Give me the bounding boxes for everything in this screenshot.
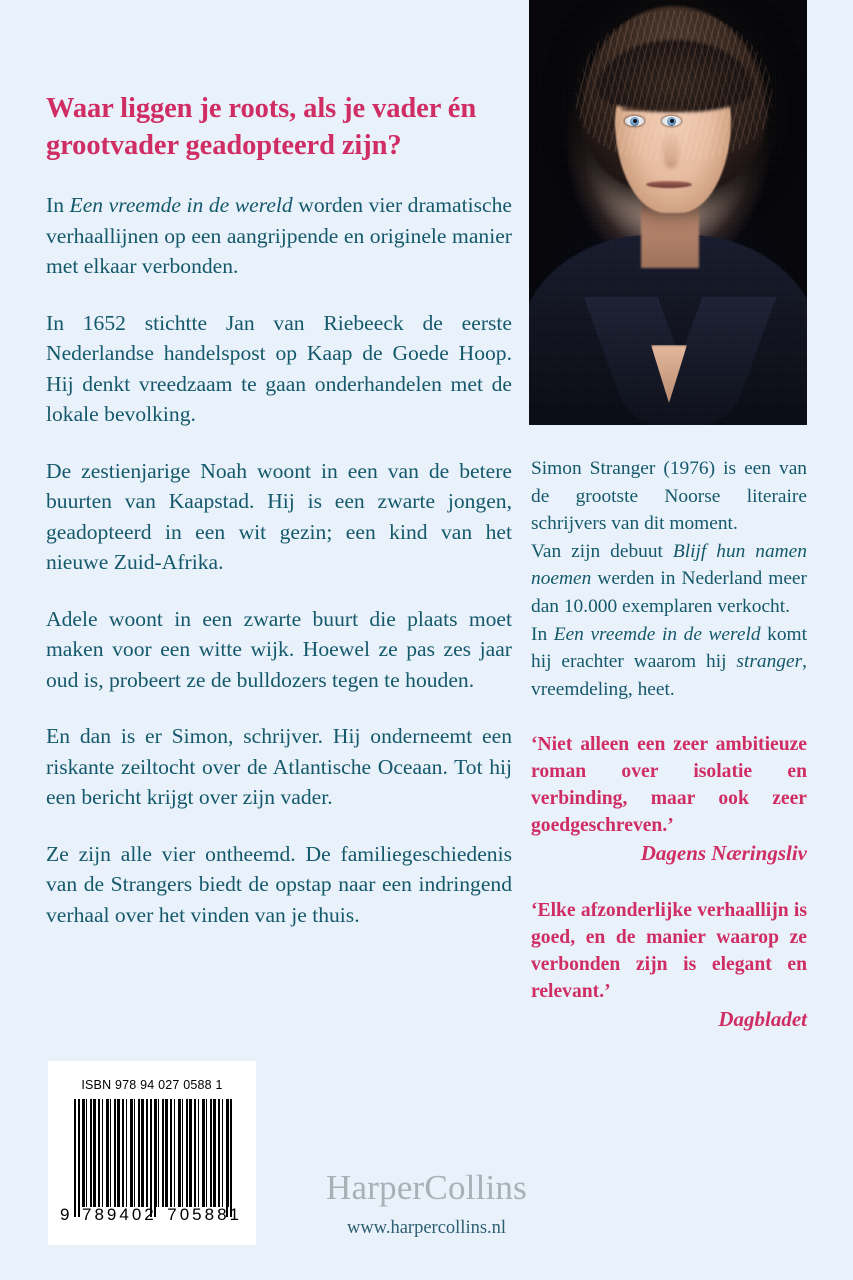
book-title-italic-2: Een vreemde in de wereld	[553, 623, 761, 645]
portrait-nose	[663, 128, 679, 168]
review-quote-2-text: ‘Elke afzonderlijke verhaallijn is goed, en de manier waarop ze verbonden zijn is elegant en relevant.’	[531, 900, 807, 1003]
author-bio-line3-rest: , vreemdeling, heet.	[531, 651, 807, 700]
barcode-digit-lead: 9	[60, 1205, 70, 1224]
portrait-pupil-left	[633, 119, 637, 123]
publisher-logo: HarperCollins	[326, 1168, 527, 1207]
headline: Waar liggen je roots, als je vader én grootvader geadopteerd zijn?	[46, 93, 477, 161]
blurb-paragraph-2: In 1652 stichtte Jan van Riebeeck de eerste Nederlandse handelspost op Kaap de Goede Hoop. Hij denkt vreedzaam te gaan onderhandelen met de lokale bevolking.	[46, 310, 512, 426]
blurb-paragraph-1	[46, 190, 512, 282]
blurb-column	[46, 90, 512, 956]
blurb-paragraph-4: Adele woont in een zwarte buurt die plaats moet maken voor een witte wijk. Hoewel ze pas zes jaar oud is, probeert ze de bulldozers tegen te houden.	[46, 606, 512, 692]
author-bio-line1: Simon Stranger (1976) is een van de grootste Noorse literaire schrijvers van dit moment.	[531, 458, 807, 535]
barcode-digits-left: 789402	[82, 1205, 157, 1224]
review-quote-1-source: Dagens Næringsliv	[640, 841, 807, 866]
portrait-mouth	[646, 181, 692, 188]
review-quote-2-source: Dagbladet	[718, 1007, 807, 1032]
blurb-paragraph-6: Ze zijn alle vier ontheemd. De familiegeschiedenis van de Strangers biedt de opstap naar een indringend verhaal over het vinden van je thuis.	[46, 841, 512, 927]
blurb-paragraph-5: En dan is er Simon, schrijver. Hij onderneemt een riskante zeiltocht over de Atlantische Oceaan. Tot hij een bericht krijgt over zijn vader.	[46, 724, 512, 809]
author-photo	[529, 0, 807, 425]
review-quote-1-text: ‘Niet alleen een zeer ambitieuze roman over isolatie en verbinding, maar ook zeer goedgeschreven.’	[531, 734, 807, 837]
isbn-label: ISBN 978 94 027 0588 1	[81, 1078, 223, 1092]
author-photo-canvas	[529, 0, 807, 425]
author-bio-line3-mid: komt hij erachter waarom hij	[531, 623, 807, 673]
review-quote-2	[531, 897, 807, 1033]
blurb-p1-lead: In	[46, 193, 70, 217]
stranger-word-italic: stranger	[736, 651, 803, 673]
debut-title-italic: Blijf hun namen noemen	[531, 540, 807, 590]
author-bio-line3-lead: In	[531, 623, 554, 645]
author-bio-line2-rest: werden in Nederland meer dan 10.000 exemplaren verkocht.	[531, 568, 807, 617]
author-bio-line2-lead: Van zijn debuut	[531, 540, 673, 562]
publisher-block	[0, 1168, 853, 1241]
review-quote-1	[531, 731, 807, 867]
barcode-digits-right: 705881	[167, 1205, 242, 1224]
book-title-italic: Een vreemde in de wereld	[69, 193, 293, 217]
author-column	[531, 455, 807, 1033]
portrait-pupil-right	[670, 119, 674, 123]
publisher-url[interactable]: www.harpercollins.nl	[346, 1218, 507, 1238]
blurb-paragraph-3: De zestienjarige Noah woont in een van de betere buurten van Kaapstad. Hij is een zwarte jongen, geadopteerd in een wit gezin; een kind van het nieuwe Zuid-Afrika.	[46, 458, 512, 574]
author-bio	[531, 455, 807, 703]
blurb-p1-rest: worden vier dramatische verhaallijnen op een aangrijpende en originele manier met elkaar verbonden.	[46, 193, 512, 278]
